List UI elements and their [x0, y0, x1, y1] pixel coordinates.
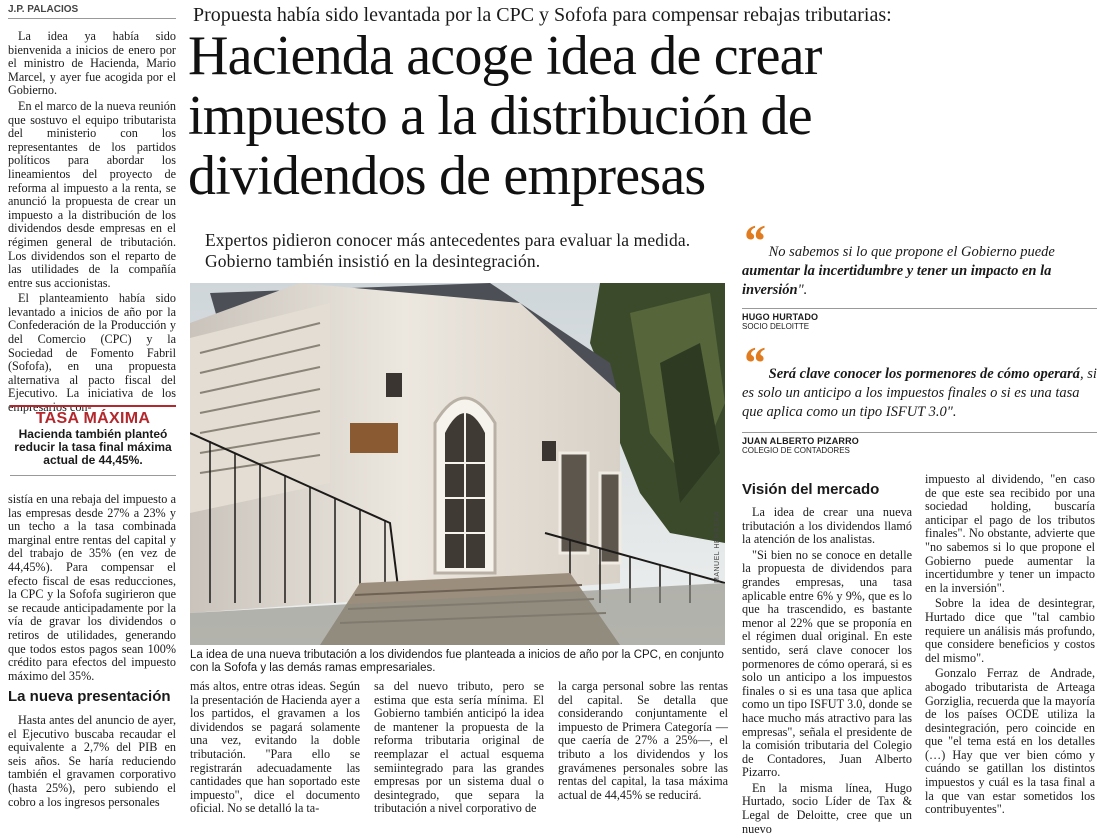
tasa-maxima-box: [10, 405, 176, 476]
quote-author: HUGO HURTADO: [742, 312, 819, 322]
quote-text-post: , si es solo un anticipo a los impuestos finales o si es una tasa que aplica como un tipo ISFUT 3.0".: [742, 366, 1097, 420]
building-photo: [190, 283, 725, 645]
quote-pizarro: [742, 337, 1097, 455]
paragraph: Gonzalo Ferraz de Andrade, abogado tributarista de Arteaga Gorziglia, recuerda que la mayoría de los países OCDE utiliza la desintegración, pero coincide en que "el tema está en los detalles (…) Hay que ver bien cómo y cuándo se gatillan los distintos impuestos y cuál es la tasa final a la que van estar sometidos los contribuyentes".: [925, 666, 1095, 817]
paragraph: impuesto al dividendo, "en caso de que este sea recibido por una sociedad holding, buscaría anticipar el pago de los tributos finales". No obstante, advierte que "no sabemos si lo que propone el Gobierno puede aumentar la incertidumbre y tener un impacto en la inversión".: [925, 472, 1095, 595]
headline: Hacienda acoge idea de crear impuesto a la distribución de dividendos de empresas: [188, 25, 822, 207]
byline-rule: [8, 18, 176, 19]
paragraph: sistía en una rebaja del impuesto a las empresas desde 27% a 23% y un techo a la tasa combinada marginal entre rentas del capital y del trabajo de 35% (en vez de 44,45%). Para compensar el efecto fiscal de esas reducciones, la CPC y la Sofofa sugirieron que se recaude anticipadamente por la vía de gravar los dividendos o retiros de utilidades, generando que todos estos pagos sean 100% crédito para efectos del impuesto máximo del 35%.: [8, 492, 176, 683]
tasa-text: Hacienda también planteó reducir la tasa final máxima actual de 44,45%.: [14, 427, 172, 467]
paragraph: sa del nuevo tributo, pero se estima que esta sería mínima. El Gobierno también anticipó la idea de mantener la propuesta de la reforma tributaria original de reemplazar el actual esquema semiintegrado para las grandes empresas por un sistema dual o desintegrado, que separa la tributación a nivel corporativo de: [374, 679, 544, 816]
tasa-rule: [10, 405, 176, 407]
quote-mark-icon: “: [742, 215, 765, 266]
paragraph: El planteamiento había sido levantado a inicios de año por la Confederación de la Producción y del Comercio (CPC) y la Sociedad de Fomento Fabril (Sofofa), en una propuesta alternativa al pacto fiscal del Ejecutivo. La iniciativa de los empresarios con-: [8, 291, 176, 415]
bottom-column-1: [190, 680, 360, 818]
quote-text-post: ".: [797, 282, 808, 298]
quote-text-bold: Será clave conocer los pormenores de cómo operará: [768, 366, 1080, 382]
subhead-nueva-presentacion: La nueva presentación: [8, 688, 171, 705]
paragraph: La idea de crear una nueva tributación a los dividendos llamó la atención de los analistas.: [742, 505, 912, 547]
paragraph: En la misma línea, Hugo Hurtado, socio Líder de Tax & Legal de Deloitte, cree que un nuevo: [742, 780, 912, 836]
vision-column-2: [925, 473, 1095, 819]
bottom-column-3: [558, 680, 728, 804]
vision-column-1: [742, 506, 912, 838]
photo-caption: La idea de una nueva tributación a los dividendos fue planteada a inicios de año por la CPC, en conjunto con la Sofofa y las demás ramas empresariales.: [190, 649, 724, 674]
left-column-bottom: [8, 493, 176, 685]
quote-text-bold: aumentar la incertidumbre y tener un impacto en la inversión: [742, 263, 1052, 298]
quote-text-pre: No sabemos si lo que propone el Gobierno puede: [768, 244, 1055, 260]
nueva-presentacion-body: [8, 714, 176, 811]
quote-role: COLEGIO DE CONTADORES: [742, 446, 850, 455]
kicker: Propuesta había sido levantada por la CPC y Sofofa para compensar rebajas tributarias:: [193, 4, 892, 26]
subhead-vision-mercado: Visión del mercado: [742, 481, 880, 498]
quote-role: SOCIO DELOITTE: [742, 322, 810, 331]
bottom-column-2: [374, 680, 544, 818]
left-column-top: [8, 30, 176, 417]
paragraph: la carga personal sobre las rentas del capital. Se detalla que considerando conjuntamente el impuesto de Primera Categoría —que caería de 27% a 25%—, el tributo a los dividendos y los gravámenes personales sobre las rentas del capital, la tasa máxima actual de 44,45% se reducirá.: [558, 679, 728, 802]
paragraph: La idea ya había sido bienvenida a inicios de enero por el ministro de Hacienda, Mario Marcel, y ayer fue acogida por el Gobierno.: [8, 29, 176, 98]
paragraph: más altos, entre otras ideas. Según la presentación de Hacienda ayer a los partidos, el gravamen a los dividendos se pagará solamente una vez, evitando la doble tributación. "Para ello se registrarán adecuadamente las cantidades que han soportado este impuesto", dice el documento oficial. No se detalló la ta-: [190, 679, 360, 816]
paragraph: Sobre la idea de desintegrar, Hurtado dice que "tal cambio requiere un análisis más profundo, que considere beneficios y costos del mismo".: [925, 596, 1095, 665]
paragraph: Hasta antes del anuncio de ayer, el Ejecutivo buscaba recaudar el equivalente a 2,7% del PIB en seis años. Se haría reduciendo también el gravamen corporativo (hasta 25%), pero subiendo el cobro a los ingresos personales: [8, 713, 176, 809]
photo-credit: MANUEL HERRERA: [714, 510, 721, 583]
tasa-title: TASA MÁXIMA: [35, 410, 151, 427]
quote-hurtado: [742, 215, 1097, 331]
deck: Expertos pidieron conocer más antecedentes para evaluar la medida. Gobierno también insistió en la desintegración.: [205, 230, 691, 271]
paragraph: "Si bien no se conoce en detalle la propuesta de dividendos para grandes empresas, una tasa aplicable entre 6% y 9%, que es lo que ha trascendido, es bastante menor al 22% que se proponía en el régimen dual original. En este sentido, será clave conocer los pormenores de cómo operará, si es solo un anticipo a los impuestos finales o si es una tasa que aplica como un tipo ISFUT 3.0, donde se hace mucho más atractivo para las empresas", señala el presidente de la comisión tributaria del Colegio de Contadores, Juan Alberto Pizarro.: [742, 547, 912, 780]
building-illustration: [190, 283, 725, 645]
tasa-bottom-rule: [10, 475, 176, 476]
quote-divider: [742, 308, 1097, 309]
quote-divider: [742, 432, 1097, 433]
paragraph: En el marco de la nueva reunión que sostuvo el equipo tributarista del ministerio con los representantes de los partidos políticos para abordar los lineamientos del proyecto de reforma al impuesto a la renta, se anunció la propuesta de crear un impuesto a la distribución de los dividendos desde empresas en el régimen general de tributación. Los dividendos son el reparto de las utilidades de la compañía entre sus accionistas.: [8, 98, 176, 290]
byline: J.P. PALACIOS: [8, 4, 79, 15]
quote-author: JUAN ALBERTO PIZARRO: [742, 436, 860, 446]
quote-mark-icon: “: [742, 337, 765, 388]
